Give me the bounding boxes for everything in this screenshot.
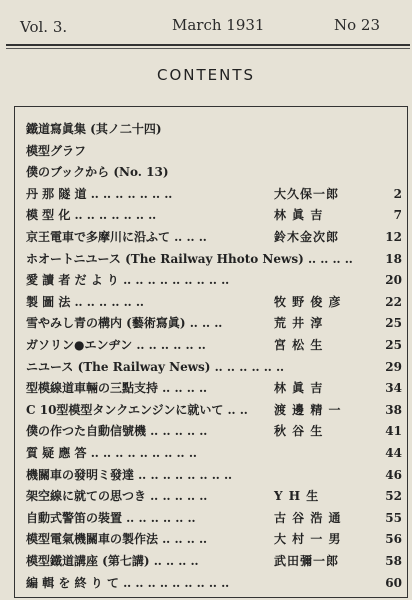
toc-entry-page: 38 bbox=[385, 402, 402, 417]
toc-entry bbox=[26, 118, 402, 140]
toc-entry bbox=[26, 420, 402, 442]
toc-entry-author: 荒 井 淳 bbox=[274, 316, 324, 331]
toc-entry-page: 7 bbox=[393, 208, 402, 223]
toc-entry bbox=[26, 204, 402, 226]
toc-entry-title: 京王電車で多摩川に沿ふて ‥ ‥ ‥ bbox=[26, 230, 207, 244]
toc-entry bbox=[26, 312, 402, 334]
toc-entry-page: 56 bbox=[385, 532, 402, 547]
toc-entry-page: 44 bbox=[385, 446, 402, 460]
toc-entry bbox=[26, 485, 402, 507]
toc-entry-page: 34 bbox=[385, 381, 402, 396]
toc-entry bbox=[26, 399, 402, 421]
toc-entry-title: 製 圖 法 ‥ ‥ ‥ ‥ ‥ ‥ bbox=[26, 294, 144, 309]
toc-entry-author: 古 谷 浩 通 bbox=[274, 510, 342, 525]
toc-entry-title: 模型電氣機關車の製作法 ‥ ‥ ‥ ‥ bbox=[26, 532, 208, 547]
toc-entry-author: 宮 松 生 bbox=[274, 338, 324, 352]
toc-entry-title: 機關車の發明ミ發達 ‥ ‥ ‥ ‥ ‥ ‥ ‥ ‥ bbox=[26, 467, 233, 482]
toc-entry bbox=[26, 161, 402, 183]
issue-number: No 23 bbox=[333, 16, 380, 34]
toc-entry bbox=[26, 269, 402, 291]
toc-entry bbox=[26, 507, 402, 529]
toc-entry-title: 丹 那 隧 道 ‥ ‥ ‥ ‥ ‥ ‥ ‥ bbox=[26, 186, 173, 201]
toc-entry bbox=[26, 528, 402, 550]
issue-month: March 1931 bbox=[172, 16, 265, 34]
toc-entry-title: 僕のブックから (No. 13) bbox=[26, 165, 169, 180]
toc-entry-title: 愛 讀 者 だ よ り ‥ ‥ ‥ ‥ ‥ ‥ ‥ ‥ ‥ bbox=[26, 273, 230, 288]
toc-entry-page: 52 bbox=[385, 489, 402, 504]
toc-entry-title: 鐵道寫眞集 (其ノ二十四) bbox=[26, 122, 162, 136]
header-rule-thick bbox=[6, 44, 410, 46]
toc-entry-title: 模型鐵道講座 (第七講) ‥ ‥ ‥ ‥ bbox=[26, 554, 199, 568]
toc-entry-title: ガソリン●エンヂン ‥ ‥ ‥ ‥ ‥ ‥ bbox=[26, 338, 206, 352]
toc-entry-title: C 10型模型タンクエンジンに就いて ‥ ‥ bbox=[26, 402, 248, 417]
toc-entry bbox=[26, 183, 402, 205]
toc-entry-author: 武田彌一郎 bbox=[274, 554, 340, 568]
toc-entry-page: 18 bbox=[385, 251, 402, 266]
toc-entry bbox=[26, 226, 402, 248]
toc-entry-page: 22 bbox=[385, 294, 402, 309]
toc-entry-page: 60 bbox=[385, 575, 402, 590]
toc-entry bbox=[26, 248, 402, 270]
toc-entry-title: 型模線道車輛の三點支持 ‥ ‥ ‥ ‥ bbox=[26, 381, 208, 396]
toc-entry-title: 模 型 化 ‥ ‥ ‥ ‥ ‥ ‥ ‥ bbox=[26, 208, 157, 223]
toc-entry bbox=[26, 464, 402, 486]
toc-entry-title: 僕の作つた自動信號機 ‥ ‥ ‥ ‥ ‥ bbox=[26, 424, 208, 439]
toc-entry bbox=[26, 356, 402, 378]
toc-entry-author: 鈴木金次郎 bbox=[274, 230, 340, 244]
toc-entry-title: ホオートニユース (The Railway Hhoto News) ‥ ‥ ‥ ‥ bbox=[26, 251, 353, 266]
volume-label: Vol. 3. bbox=[20, 18, 68, 36]
toc-entry-title: ニユース (The Railway News) ‥ ‥ ‥ ‥ ‥ ‥ bbox=[26, 359, 285, 374]
page-header bbox=[10, 12, 406, 42]
toc-entry bbox=[26, 550, 402, 572]
toc-entry-author: 大 村 一 男 bbox=[274, 532, 342, 547]
toc-entry-page: 25 bbox=[385, 338, 402, 352]
toc-entry bbox=[26, 334, 402, 356]
toc-entry-author: 牧 野 俊 彦 bbox=[274, 294, 342, 309]
toc-entry-page: 20 bbox=[385, 273, 402, 288]
toc-entry-page: 55 bbox=[385, 510, 402, 525]
contents-title: CONTENTS bbox=[156, 66, 256, 84]
toc-entry-title: 質 疑 應 答 ‥ ‥ ‥ ‥ ‥ ‥ ‥ ‥ ‥ bbox=[26, 446, 197, 460]
toc-entry-author: 林 眞 吉 bbox=[274, 208, 324, 223]
toc-entry-author: Y H 生 bbox=[274, 489, 320, 504]
toc-entry bbox=[26, 442, 402, 464]
toc-entry-page: 41 bbox=[385, 424, 402, 439]
toc-entry-page: 46 bbox=[385, 467, 402, 482]
toc-entry bbox=[26, 140, 402, 162]
toc-entry-author: 渡 邊 精 一 bbox=[274, 402, 342, 417]
toc-entry-title: 雪やみし青の構内 (藝術寫眞) ‥ ‥ ‥ bbox=[26, 316, 223, 331]
toc-entry-author: 林 眞 吉 bbox=[274, 381, 324, 396]
toc-entry-page: 25 bbox=[385, 316, 402, 331]
toc-entry-title: 模型グラフ bbox=[26, 143, 87, 158]
toc-entry-page: 2 bbox=[393, 186, 402, 201]
toc-entry-title: 架空線に就ての思つき ‥ ‥ ‥ ‥ ‥ bbox=[26, 489, 208, 504]
toc-entry-author: 秋 谷 生 bbox=[274, 424, 324, 439]
toc-entry bbox=[26, 572, 402, 594]
toc-entry-page: 12 bbox=[385, 230, 402, 244]
toc-entry bbox=[26, 377, 402, 399]
toc-entry-author: 大久保一郎 bbox=[274, 186, 340, 201]
toc-entry-title: 編 輯 を 終 り て ‥ ‥ ‥ ‥ ‥ ‥ ‥ ‥ ‥ bbox=[26, 575, 230, 590]
header-rule-thin bbox=[6, 48, 410, 49]
toc-entry-page: 58 bbox=[385, 554, 402, 568]
toc-entry-title: 自動式警笛の裝置 ‥ ‥ ‥ ‥ ‥ ‥ bbox=[26, 510, 196, 525]
toc-entry-page: 29 bbox=[385, 359, 402, 374]
toc-entry bbox=[26, 291, 402, 313]
